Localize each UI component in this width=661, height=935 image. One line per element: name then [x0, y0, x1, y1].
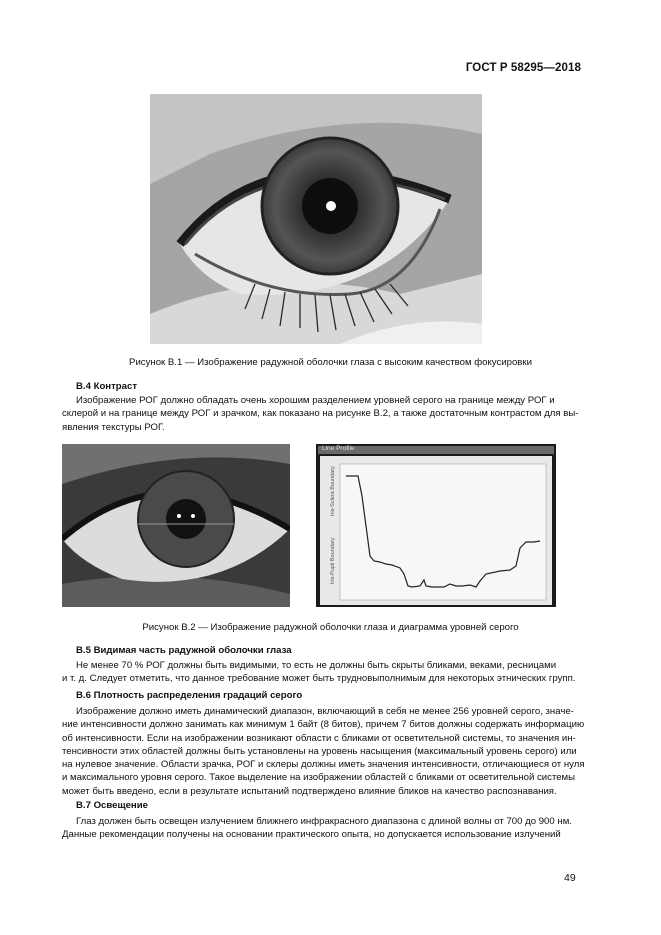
section-b5-title: В.5 Видимая часть радужной оболочки глаза: [76, 645, 292, 656]
text-line: тенсивности этих областей должны быть установлены на уровень насыщения (максимальный уровень серого) или: [62, 745, 577, 757]
eye-photo-with-line: [62, 444, 290, 607]
text-line: склерой и на границе между РОГ и зрачком, как показано на рисунке В.2, а также достаточным контрастом для вы-: [62, 408, 579, 420]
text-line: на нулевое значение. Области зрачка, РОГ и склеры должны иметь значения интенсивности, отличающиеся от нуля: [62, 759, 585, 771]
text-line: Не менее 70 % РОГ должны быть видимыми, то есть не должны быть скрыты бликами, веками, ресницами: [76, 660, 557, 671]
section-b4-text: [62, 394, 587, 434]
figure-2-eye-image: [62, 444, 290, 607]
iris-sclera-label: Iris-Sclera Boundary: [330, 466, 336, 516]
text-line: и максимального уровня серого. Такое выделение на изображении областей с бликами от осветительной системы: [62, 772, 576, 784]
figure-2-gray-level-plot: [316, 444, 556, 607]
eye-photo: [150, 94, 482, 344]
section-b5-text: [62, 659, 587, 686]
standard-number: ГОСТ Р 58295—2018: [465, 62, 581, 74]
section-b7-title: В.7 Освещение: [76, 800, 148, 811]
text-line: ние интенсивности должно занимать как минимум 1 байт (8 битов), причем 7 битов должны содержать информацию: [62, 719, 585, 731]
figure-2-caption: Рисунок В.2 — Изображение радужной оболочки глаза и диаграмма уровней серого: [142, 622, 519, 633]
section-b6-title: В.6 Плотность распределения градаций серого: [76, 690, 303, 701]
plot-title: Line Profile: [322, 445, 355, 452]
line-profile-chart: [320, 456, 552, 605]
section-b4-title: В.4 Контраст: [76, 381, 138, 392]
figure-1-caption: Рисунок В.1 — Изображение радужной оболочки глаза с высоким качеством фокусировки: [129, 357, 532, 368]
text-line: и т. д. Следует отметить, что данное требование может быть трудновыполнимым для некоторых этнических групп.: [62, 673, 576, 685]
plot-title-bar: [318, 446, 554, 454]
text-line: Изображение РОГ должно обладать очень хорошим разделением уровней серого на границе между РОГ и: [76, 395, 555, 406]
text-line: Данные рекомендации получены на основании практического опыта, но допускается использование излучений: [62, 829, 561, 841]
page-number: 49: [564, 872, 576, 884]
text-line: Изображение должно иметь динамический диапазон, включающий в себя не менее 256 уровней серого, значе-: [76, 706, 574, 717]
section-b7-text: [62, 815, 587, 842]
section-b6-text: [62, 705, 587, 798]
plot-area: [320, 456, 552, 605]
text-line: об интенсивности. Если на изображении возникают области с бликами от осветительной системы, то значения ин-: [62, 732, 576, 744]
figure-1-eye-image: [150, 94, 482, 344]
text-line: Глаз должен быть освещен излучением ближнего инфракрасного диапазона с длиной волны от 700 до 900 нм.: [76, 816, 572, 827]
text-line: явления текстуры РОГ.: [62, 421, 165, 433]
iris-pupil-label: Iris-Pupil Boundary: [330, 537, 336, 584]
text-line: может быть введено, если в результате испытаний подтверждено влияние бликов на качество распознавания.: [62, 785, 557, 797]
